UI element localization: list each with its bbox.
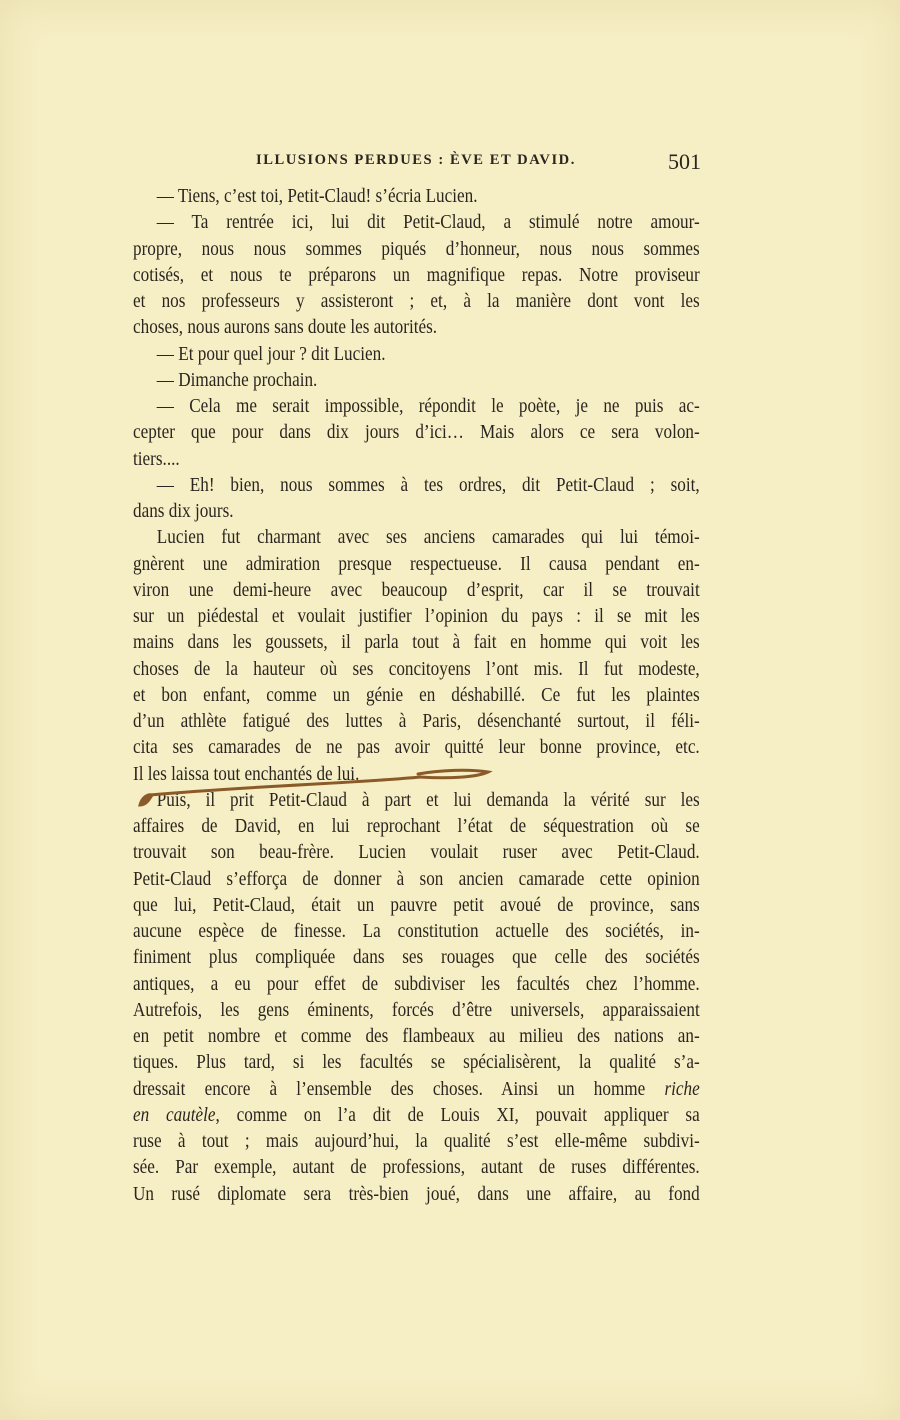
text-line (133, 840, 700, 866)
text-line (133, 1182, 700, 1208)
line-text: cotisés, et nous te préparons un magnifique repas. Notre proviseur (133, 264, 700, 286)
text-line (133, 499, 700, 525)
line-text: ruse à tout ; mais aujourd’hui, la qualité s’est elle-même subdivi- (133, 1131, 700, 1152)
text-line (133, 1050, 700, 1076)
page-number: 501 (668, 149, 701, 174)
text-line (133, 657, 700, 683)
line-text: mains dans les goussets, il parla tout à fait en homme qui voit les (133, 632, 700, 654)
line-text: cepter que pour dans dix jours d’ici… Mais alors ce sera volon- (133, 422, 700, 444)
line-text: — Ta rentrée ici, lui dit Petit-Claud, a stimulé notre amour- (156, 212, 700, 234)
line-text: — Tiens, c’est toi, Petit-Claud! s’écria Lucien. (156, 186, 478, 207)
text-line (133, 447, 700, 473)
text-line (133, 604, 700, 630)
text-line (133, 998, 700, 1024)
line-text: finiment plus compliquée dans ses rouages que celle des sociétés (133, 947, 700, 969)
italic-phrase: en cautèle (133, 1104, 216, 1126)
text-line (133, 945, 700, 971)
line-text: , comme on l’a dit de Louis XI, pouvait appliquer sa (215, 1104, 700, 1126)
line-text: viron une demi-heure avec beaucoup d’esprit, car il se trouvait (133, 579, 700, 601)
line-text: affaires de David, en lui reprochant l’état de séquestration où se (133, 816, 700, 837)
line-text: dans dix jours. (133, 501, 234, 522)
text-line (133, 1024, 700, 1050)
line-text: — Et pour quel jour ? dit Lucien. (156, 343, 386, 365)
line-text: Puis, il prit Petit-Claud à part et lui demanda la vérité sur les (156, 789, 700, 811)
line-text: — Eh! bien, nous sommes à tes ordres, dit Petit-Claud ; soit, (156, 474, 700, 496)
text-line (133, 1077, 700, 1103)
line-text: antiques, a eu pour effet de subdiviser les facultés chez l’homme. (133, 973, 700, 995)
text-line (133, 762, 700, 788)
line-text: gnèrent une admiration presque respectueuse. Il causa pendant en- (133, 553, 700, 575)
text-line (133, 788, 700, 814)
line-text: et bon enfant, comme un génie en déshabillé. Ce fut les plaintes (133, 684, 700, 706)
text-line (133, 1129, 700, 1155)
text-line (133, 368, 700, 394)
line-text: — Dimanche prochain. (156, 369, 318, 391)
text-line (133, 735, 700, 761)
line-text: d’un athlète fatigué des luttes à Paris, désenchanté surtout, il féli- (133, 711, 700, 732)
line-text: choses de la hauteur où ses concitoyens l’ont mis. Il fut modeste, (133, 658, 700, 680)
text-line (133, 919, 700, 945)
line-text: Lucien fut charmant avec ses anciens camarades qui lui témoi- (156, 527, 700, 549)
line-text: Petit-Claud s’efforça de donner à son ancien camarade cette opinion (133, 868, 700, 890)
line-text: — Cela me serait impossible, répondit le poète, je ne puis ac- (156, 396, 700, 417)
text-line (133, 630, 700, 656)
text-line (133, 867, 700, 893)
text-line (133, 210, 700, 236)
line-text: aucune espèce de finesse. La constitution actuelle des sociétés, in- (133, 921, 700, 942)
text-line (133, 342, 700, 368)
line-text: choses, nous aurons sans doute les autorités. (133, 317, 438, 339)
text-line (133, 709, 700, 735)
text-line (133, 394, 700, 420)
text-line (133, 552, 700, 578)
running-head-title: ILLUSIONS PERDUES : ÈVE ET DAVID. (256, 152, 576, 168)
text-line (133, 1155, 700, 1181)
line-text: Il les laissa tout enchantés de lui. (133, 763, 360, 785)
line-text: dressait encore à l’ensemble des choses. Ainsi un homme (133, 1078, 665, 1100)
line-text: propre, nous nous sommes piqués d’honneur, nous nous sommes (133, 238, 700, 260)
italic-phrase: riche (664, 1078, 700, 1100)
text-line (133, 1103, 700, 1129)
line-text: cita ses camarades de ne pas avoir quitté leur bonne province, etc. (133, 737, 700, 759)
line-text: trouvait son beau-frère. Lucien voulait ruser avec Petit-Claud. (133, 842, 700, 864)
text-line (133, 814, 700, 840)
text-line (133, 893, 700, 919)
line-text: tiques. Plus tard, si les facultés se spécialisèrent, la qualité s’a- (133, 1052, 700, 1074)
text-line (133, 263, 700, 289)
line-text: Autrefois, les gens éminents, forcés d’être universels, apparaissaient (133, 999, 700, 1021)
text-line (133, 525, 700, 551)
text-line (133, 315, 700, 341)
text-line (133, 237, 700, 263)
body-text (133, 184, 700, 1208)
line-text: tiers.... (133, 448, 180, 470)
line-text: et nos professeurs y assisteront ; et, à la manière dont vont les (133, 291, 700, 312)
text-line (133, 289, 700, 315)
line-text: sée. Par exemple, autant de professions, autant de ruses différentes. (133, 1157, 700, 1179)
text-line (133, 683, 700, 709)
text-line (133, 972, 700, 998)
text-line (133, 184, 700, 210)
text-line (133, 578, 700, 604)
line-text: Un rusé diplomate sera très-bien joué, dans une affaire, au fond (133, 1183, 700, 1205)
line-text: sur un piédestal et voulait justifier l’opinion du pays : il se mit les (133, 606, 700, 627)
line-text: que lui, Petit-Claud, était un pauvre petit avoué de province, sans (133, 894, 700, 916)
text-line (133, 420, 700, 446)
text-line (133, 473, 700, 499)
line-text: en petit nombre et comme des flambeaux au milieu des nations an- (133, 1026, 700, 1047)
